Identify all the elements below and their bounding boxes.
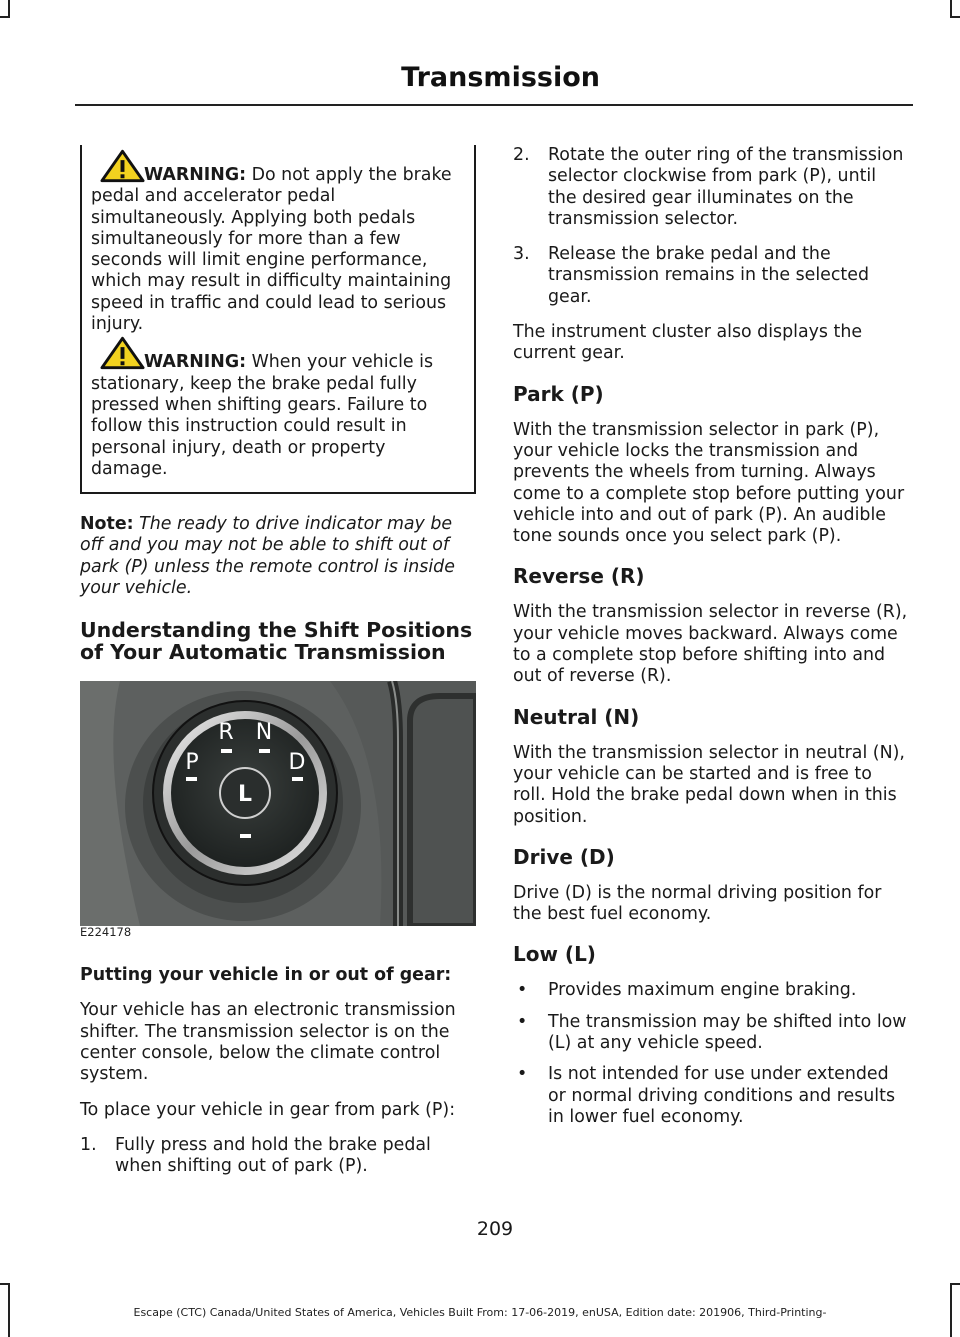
paragraph: To place your vehicle in gear from park (P): — [80, 1099, 456, 1120]
note-label: Note: — [80, 514, 134, 535]
warning-item — [91, 352, 466, 480]
paragraph: Drive (D) is the normal driving position for the best fuel economy. — [513, 882, 882, 925]
left-column — [80, 145, 476, 1177]
heading-low: Low (L) — [513, 942, 596, 967]
bullet-icon: • — [517, 980, 528, 1001]
header-rule — [75, 104, 913, 106]
figure-code: E224178 — [80, 925, 132, 940]
bullet-text: Provides maximum engine braking. — [548, 980, 857, 1001]
step-text: Rotate the outer ring of the transmission selector clockwise from park (P), until the desired gear illuminates on the transmission selector. — [548, 145, 904, 229]
gear-selector-illustration — [80, 681, 476, 926]
paragraph: Your vehicle has an electronic transmission shifter. The transmission selector is on the center console, below the climate control system. — [80, 1000, 456, 1085]
step-number: 1. — [80, 1134, 97, 1155]
steps-list — [80, 1135, 476, 1178]
gear-letter-r: R — [218, 720, 234, 746]
gear-letter-l: L — [237, 782, 253, 808]
warning-box — [80, 145, 476, 494]
bullet-list — [513, 980, 909, 1128]
section-title: Understanding the Shift Positions of Your Automatic Transmission — [80, 618, 473, 665]
gear-letter-d: D — [288, 750, 306, 776]
step-number: 3. — [513, 244, 530, 265]
bullet-text: The transmission may be shifted into low (L) at any vehicle speed. — [548, 1011, 907, 1054]
gear-indicator — [240, 834, 251, 838]
warning-item — [91, 165, 466, 335]
gear-indicator — [186, 777, 197, 781]
heading-park: Park (P) — [513, 381, 604, 406]
paragraph: With the transmission selector in park (P), your vehicle locks the transmission and prevents the wheels from turning. Always come to a complete stop before putting your vehicle into and out of park (P). An audible tone sounds once you select park (P). — [513, 419, 905, 547]
warning-label: WARNING: — [144, 352, 247, 373]
page-number: 209 — [476, 1218, 514, 1240]
gear-indicator — [221, 749, 232, 753]
list-item — [80, 1135, 476, 1178]
warning-triangle-icon — [100, 336, 145, 370]
gear-indicator — [259, 749, 270, 753]
list-item — [513, 145, 909, 230]
warning-label: WARNING: — [144, 165, 247, 185]
paragraph: With the transmission selector in neutral (N), your vehicle can be started and is free to roll. Hold the brake pedal down when in this position. — [513, 742, 905, 827]
heading-drive: Drive (D) — [513, 844, 615, 869]
crop-mark — [0, 1283, 10, 1285]
warning-triangle-icon — [100, 149, 145, 183]
note-text: The ready to drive indicator may be off and you may not be able to shift out of park (P) unless the remote control is inside your vehicle. — [80, 514, 455, 599]
page-header-title: Transmission — [401, 62, 600, 93]
warning-text: Do not apply the brake pedal and accelerator pedal simultaneously. Applying both pedals simultaneously for more than a few seconds will limit engine performance, which may result in difficulty maintaining speed in traffic and could lead to serious injury. — [91, 165, 452, 335]
gear-letter-p: P — [185, 750, 199, 776]
list-item — [513, 244, 909, 308]
bullet-icon: • — [517, 1064, 528, 1085]
paragraph: The instrument cluster also displays the current gear. — [513, 322, 863, 364]
step-text: Release the brake pedal and the transmission remains in the selected gear. — [548, 244, 869, 307]
gear-letter-n: N — [255, 720, 273, 746]
list-item — [513, 1012, 909, 1055]
warning-text: When your vehicle is stationary, keep the brake pedal fully pressed when shifting gears. Failure to follow this instruction could result in personal injury, death or property damage. — [91, 352, 434, 479]
note — [80, 514, 476, 599]
steps-list-continued — [513, 145, 909, 308]
gear-selector-figure — [80, 681, 476, 943]
step-text: Fully press and hold the brake pedal when shifting out of park (P). — [115, 1134, 431, 1177]
right-column — [513, 145, 909, 1128]
gear-indicator — [292, 777, 303, 781]
list-item — [513, 980, 909, 1001]
step-number: 2. — [513, 145, 530, 165]
footer-text: Escape (CTC) Canada/United States of America, Vehicles Built From: 17-06-2019, enUSA, Edition date: 201906, Third-Printing- — [133, 1306, 827, 1319]
crop-mark — [0, 16, 10, 18]
subsection-title: Putting your vehicle in or out of gear: — [80, 965, 452, 986]
crop-mark — [950, 16, 960, 18]
heading-neutral: Neutral (N) — [513, 704, 640, 729]
bullet-text: Is not intended for use under extended or normal driving conditions and results in lower fuel economy. — [548, 1064, 896, 1127]
paragraph: With the transmission selector in reverse (R), your vehicle moves backward. Always come to a complete stop before shifting into and out of reverse (R). — [513, 602, 908, 687]
list-item — [513, 1064, 909, 1128]
heading-reverse: Reverse (R) — [513, 564, 645, 589]
bullet-icon: • — [517, 1011, 528, 1032]
crop-mark — [950, 1283, 960, 1285]
